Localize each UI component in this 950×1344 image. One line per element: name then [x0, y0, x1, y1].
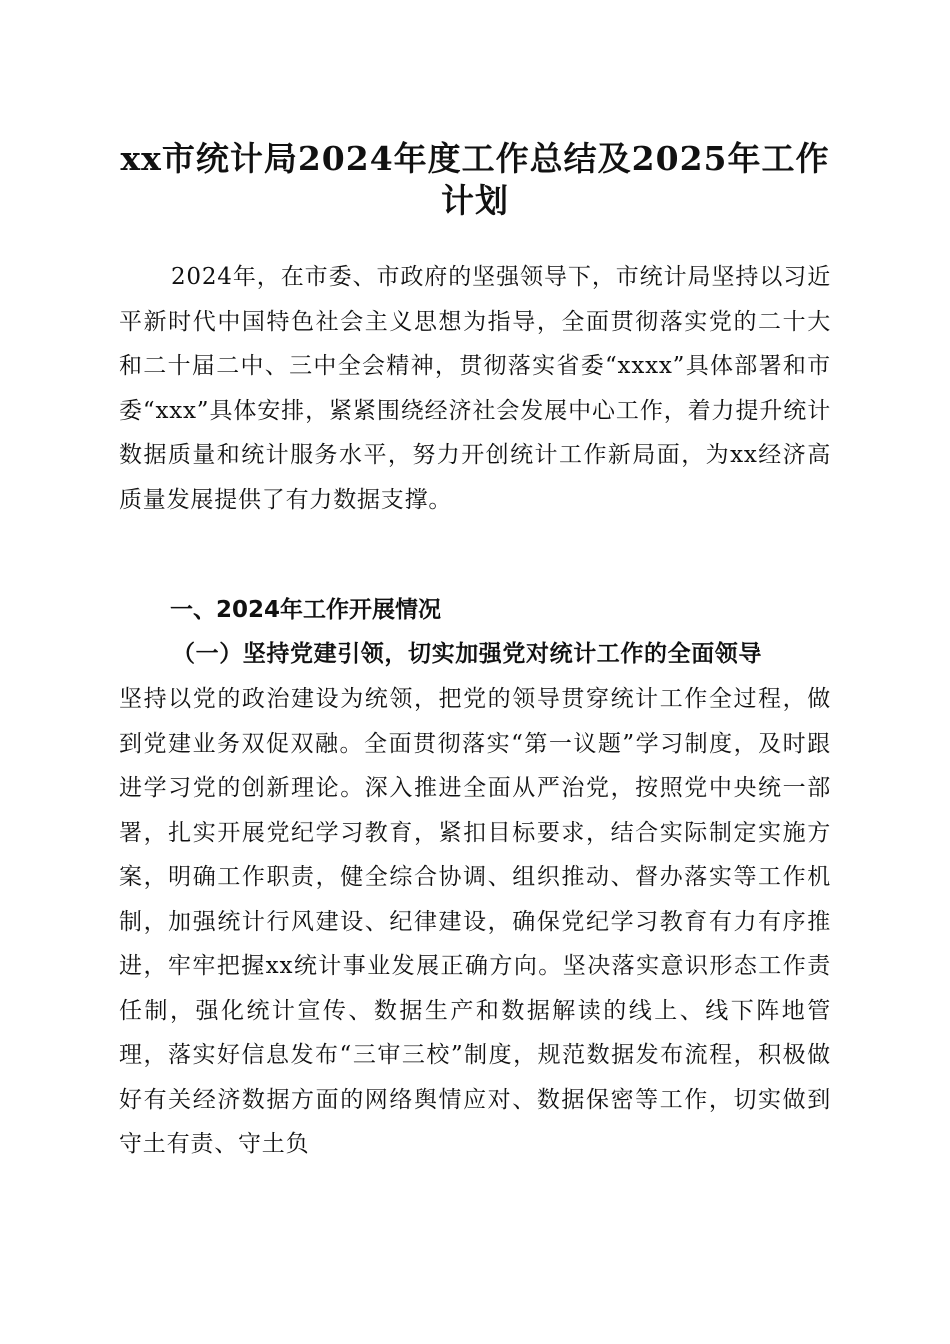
intro-paragraph: 2024年，在市委、市政府的坚强领导下，市统计局坚持以习近平新时代中国特色社会主义思想为指导，全面贯彻落实党的二十大和二十届二中、三中全会精神，贯彻落实省委“xxxx”具体部署和市委“xxx”具体安排，紧紧围绕经济社会发展中心工作，着力提升统计数据质量和统计服务水平，努力开创统计工作新局面，为xx经济高质量发展提供了有力数据支撑。 [119, 264, 831, 513]
document-title: xx市统计局2024年度工作总结及2025年工作计划 [120, 139, 830, 220]
subsection-heading: （一）坚持党建引领，切实加强党对统计工作的全面领导 [172, 640, 762, 667]
section-heading: 一、2024年工作开展情况 [170, 597, 442, 623]
subsection-paragraph: 坚持以党的政治建设为统领，把党的领导贯穿统计工作全过程，做到党建业务双促双融。全面贯彻落实“第一议题”学习制度，及时跟进学习党的创新理论。深入推进全面从严治党，按照党中央统一部署，扎实开展党纪学习教育，紧扣目标要求，结合实际制定实施方案，明确工作职责，健全综合协调、组织推动、督办落实等工作机制，加强统计行风建设、纪律建设，确保党纪学习教育有力有序推进，牢牢把握xx统计事业发展正确方向。坚决落实意识形态工作责任制，强化统计宣传、数据生产和数据解读的线上、线下阵地管理，落实好信息发布“三审三校”制度，规范数据发布流程，积极做好有关经济数据方面的网络舆情应对、数据保密等工作，切实做到守土有责、守土负 [119, 686, 831, 1157]
